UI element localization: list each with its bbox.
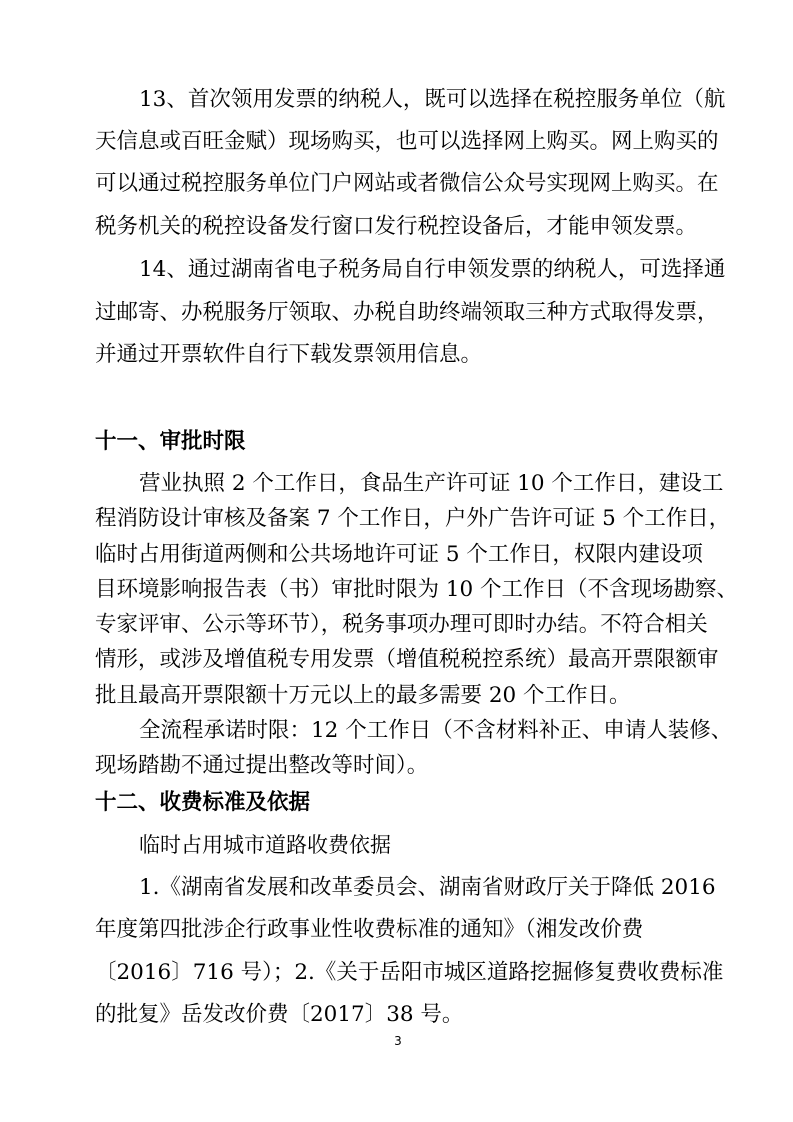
section12-para1-line-4: 的批复》岳发改价费〔2017〕38 号。 xyxy=(95,1002,464,1027)
item13-line-4: 税务机关的税控设备发行窗口发行税控设备后，才能申领发票。 xyxy=(95,214,698,239)
item14-line-2: 过邮寄、办税服务厅领取、办税自助终端领取三种方式取得发票， xyxy=(95,300,719,325)
item14-line-3: 并通过开票软件自行下载发票领用信息。 xyxy=(95,342,483,367)
page-number: 3 xyxy=(394,1034,402,1048)
section12-para1-line-1: 1.《湖南省发展和改革委员会、湖南省财政厅关于降低 2016 xyxy=(139,875,716,900)
item13-line-2: 天信息或百旺金赋）现场购买，也可以选择网上购买。网上购买的 xyxy=(95,129,719,154)
item14-line-1: 14、通过湖南省电子税务局自行申领发票的纳税人，可选择通 xyxy=(139,257,726,282)
section11-para2-line-1: 全流程承诺时限：12 个工作日（不含材料补正、申请人装修、 xyxy=(139,718,733,743)
section12-subtitle: 临时占用城市道路收费依据 xyxy=(139,833,391,857)
section11-para1-line-6: 情形，或涉及增值税专用发票（增值税税控系统）最高开票限额审 xyxy=(95,647,719,672)
section12-para1-line-3: 〔2016〕716 号）；2.《关于岳阳市城区道路挖掘修复费收费标准 xyxy=(95,960,724,985)
section11-para1-line-3: 临时占用街道两侧和公共场地许可证 5 个工作日，权限内建设项 xyxy=(95,542,703,567)
section11-title: 十一、审批时限 xyxy=(95,429,246,454)
section11-para1-line-2: 程消防设计审核及备案 7 个工作日，户外广告许可证 5 个工作日， xyxy=(95,506,731,531)
section11-para1-line-4: 目环境影响报告表（书）审批时限为 10 个工作日（不含现场勘察、 xyxy=(95,577,739,602)
section11-para1-line-7: 批且最高开票限额十万元以上的最多需要 20 个工作日。 xyxy=(95,683,631,708)
item13-line-1: 13、首次领用发票的纳税人，既可以选择在税控服务单位（航 xyxy=(139,87,726,112)
section12-para1-line-2: 年度第四批涉企行政事业性收费标准的通知》（湘发改价费 xyxy=(95,917,644,942)
section12-title: 十二、收费标准及依据 xyxy=(95,790,311,815)
section11-para2-line-2: 现场踏勘不通过提出整改等时间）。 xyxy=(95,753,429,778)
section11-para1-line-1: 营业执照 2 个工作日，食品生产许可证 10 个工作日，建设工 xyxy=(139,471,724,496)
item13-line-3: 可以通过税控服务单位门户网站或者微信公众号实现网上购买。在 xyxy=(95,171,719,196)
section11-para1-line-5: 专家评审、公示等环节），税务事项办理可即时办结。不符合相关 xyxy=(95,612,708,637)
